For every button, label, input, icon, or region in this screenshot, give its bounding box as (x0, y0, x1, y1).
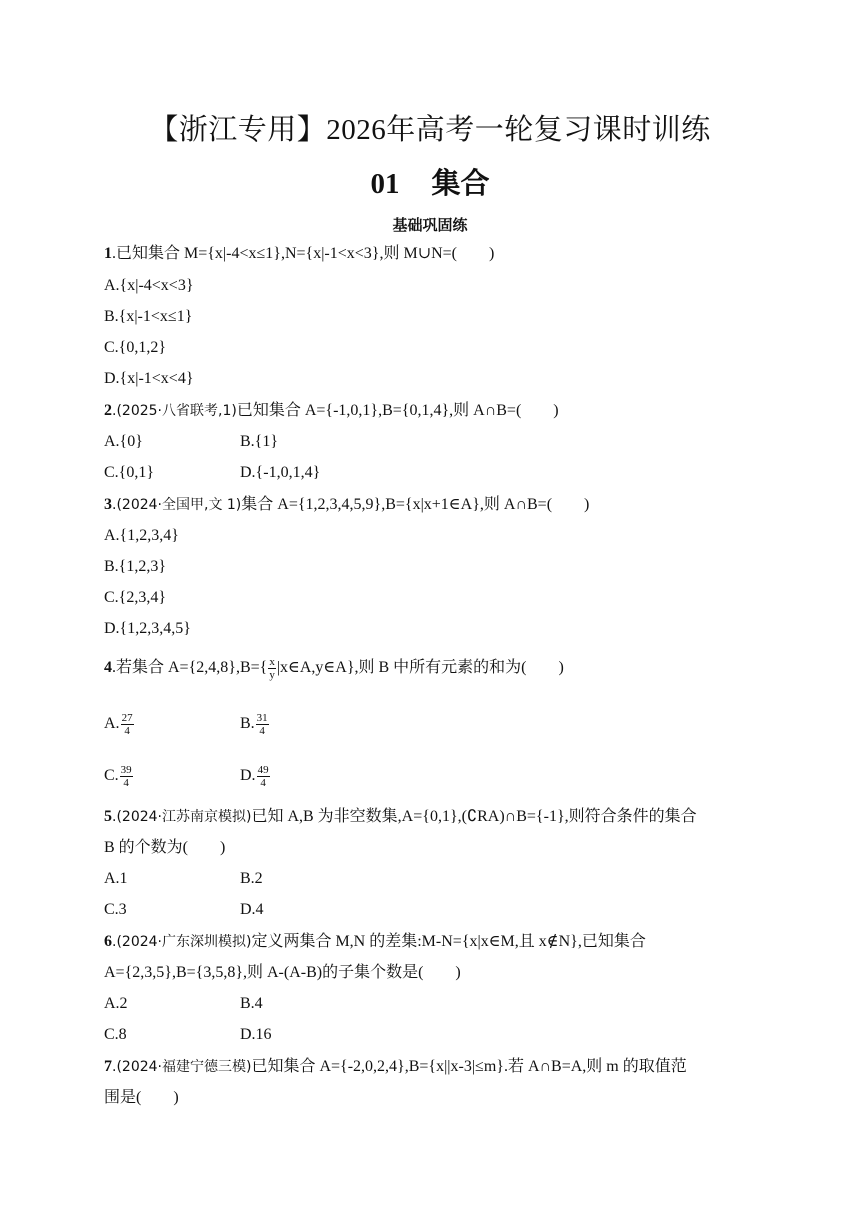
option-label: C. (104, 767, 119, 785)
question-6-option-b: B.4 (240, 995, 263, 1012)
question-2-option-b: B.{1} (240, 433, 279, 450)
chapter-topic: 集合 (431, 168, 490, 200)
question-source: .(2024·福建宁德三模) (112, 1059, 252, 1075)
question-number: 7 (104, 1058, 112, 1075)
option-fraction (120, 764, 133, 789)
option-fraction (256, 712, 269, 737)
question-6-option-d: D.16 (240, 1026, 272, 1043)
question-1-option-a: A.{x|-4<x<3} (104, 277, 194, 294)
question-2-option-a: A.{0} (104, 433, 143, 450)
fraction-denominator: 4 (123, 777, 129, 789)
fraction-numerator: 31 (256, 712, 268, 724)
document-title: 【浙江专用】2026年高考一轮复习课时训练 (149, 114, 711, 146)
fraction-numerator: 27 (121, 712, 133, 724)
question-7-stem (104, 1056, 687, 1078)
fraction-numerator: x (269, 656, 275, 668)
fraction-numerator: 39 (120, 764, 132, 776)
question-4-option-a (104, 712, 135, 737)
question-5-option-d: D.4 (240, 901, 264, 918)
question-source: .(2025·八省联考,1) (112, 403, 237, 419)
question-text: 已知 A,B 为非空数集,A={0,1},(∁RA)∩B={-1},则符合条件的集合 (251, 808, 697, 825)
question-5-option-b: B.2 (240, 870, 263, 887)
question-4-option-d (240, 764, 271, 789)
question-3-option-b: B.{1,2,3} (104, 558, 167, 575)
question-5-stem (104, 806, 697, 828)
question-text: 定义两集合 M,N 的差集:M-N={x|x∈M,且 x∉N},已知集合 (251, 933, 646, 950)
question-5-stem-continued: B 的个数为( ) (104, 839, 226, 856)
question-3-option-d: D.{1,2,3,4,5} (104, 620, 191, 637)
chapter-heading (0, 162, 860, 206)
question-1-option-b: B.{x|-1<x≤1} (104, 308, 193, 325)
question-text-before: .若集合 A={2,4,8},B={ (112, 659, 268, 677)
fraction-denominator: 4 (260, 777, 266, 789)
option-label: D. (240, 767, 256, 785)
question-text: 集合 A={1,2,3,4,5,9},B={x|x+1∈A},则 A∩B=( ) (241, 496, 590, 513)
chapter-number: 01 (370, 168, 400, 200)
question-number: 4 (104, 659, 112, 677)
question-7-stem-continued: 围是( ) (104, 1089, 179, 1106)
question-2-stem (104, 400, 559, 422)
section-heading: 基础巩固练 (392, 216, 468, 234)
question-5-option-a: A.1 (104, 870, 128, 887)
question-1-option-c: C.{0,1,2} (104, 339, 167, 356)
option-fraction (121, 712, 134, 737)
question-6-option-a: A.2 (104, 995, 128, 1012)
question-5-option-c: C.3 (104, 901, 127, 918)
question-number: 1 (104, 245, 112, 262)
question-text-after: |x∈A,y∈A},则 B 中所有元素的和为( ) (276, 659, 564, 677)
fraction-denominator: 4 (259, 725, 265, 737)
fraction-denominator: y (269, 669, 275, 681)
question-source: .(2024·广东深圳模拟) (112, 934, 252, 950)
option-fraction (257, 764, 270, 789)
question-4-option-b (240, 712, 270, 737)
question-source: .(2024·江苏南京模拟) (112, 809, 252, 825)
question-3-option-a: A.{1,2,3,4} (104, 527, 179, 544)
question-1-stem (104, 243, 494, 265)
question-3-option-c: C.{2,3,4} (104, 589, 167, 606)
fraction-denominator: 4 (124, 725, 130, 737)
question-6-stem-continued: A={2,3,5},B={3,5,8},则 A-(A-B)的子集个数是( ) (104, 964, 461, 981)
question-text: 已知集合 A={-2,0,2,4},B={x||x-3|≤m}.若 A∩B=A,则 m 的取值范 (251, 1058, 687, 1075)
question-number: 2 (104, 402, 112, 419)
question-source: .(2024·全国甲,文 1) (112, 497, 242, 513)
question-1-option-d: D.{x|-1<x<4} (104, 370, 194, 387)
fraction (268, 656, 276, 681)
question-number: 3 (104, 496, 112, 513)
question-6-option-c: C.8 (104, 1026, 127, 1043)
fraction-numerator: 49 (257, 764, 269, 776)
question-6-stem (104, 931, 646, 953)
question-number: 6 (104, 933, 112, 950)
question-2-option-d: D.{-1,0,1,4} (240, 464, 321, 481)
question-text: 已知集合 A={-1,0,1},B={0,1,4},则 A∩B=( ) (236, 402, 559, 419)
question-4-stem (104, 656, 564, 681)
question-number: 5 (104, 808, 112, 825)
option-label: B. (240, 715, 255, 733)
question-2-option-c: C.{0,1} (104, 464, 155, 481)
question-4-option-c (104, 764, 134, 789)
option-label: A. (104, 715, 120, 733)
question-3-stem (104, 494, 589, 516)
question-text: .已知集合 M={x|-4<x≤1},N={x|-1<x<3},则 M∪N=( ) (112, 245, 495, 262)
